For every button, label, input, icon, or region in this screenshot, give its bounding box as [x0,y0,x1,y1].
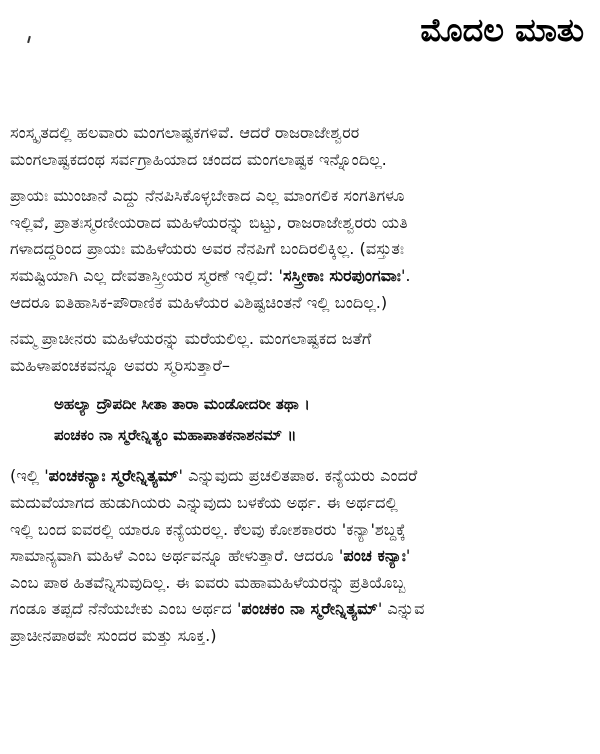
page-title: ಮೊದಲ ಮಾತು [420,11,584,49]
print-speck [27,36,31,43]
sanskrit-verse [54,389,590,451]
quoted-phrase: ಪಂಚ ಕನ್ಯಾಃ [343,546,406,566]
text-line [10,263,590,290]
quoted-phrase: ಪಂಚಕಂ ನಾ ಸ್ಮರೇನ್ನಿತ್ಯಮ್ [241,599,378,619]
text-line [10,543,590,570]
paragraph-2 [10,183,590,316]
text-line: ಎಂಬ ಪಾಠ ಹಿತವೆನ್ನಿಸುವುದಿಲ್ಲ. ಈ ಐವರು ಮಹಾಮಹಿಳೆಯರನ್ನು ಪ್ರತಿಯೊಬ್ಬ [10,572,406,592]
text-line: ಇಲ್ಲಿ ಬಂದ ಐವರಲ್ಲಿ ಯಾರೂ ಕನ್ಯೆಯರಲ್ಲ. ಕೆಲವು ಕೋಶಕಾರರು 'ಕನ್ಯಾ'ಶಬ್ದಕ್ಕೆ [10,519,406,539]
text-segment: ' ಎನ್ನುವುದು ಪ್ರಚಲಿತಪಾಠ. ಕನ್ಯೆಯರು ಎಂದರೆ [178,466,418,486]
paragraph-1 [10,120,590,173]
text-line: ಮದುವೆಯಾಗದ ಹುಡುಗಿಯರು ಎನ್ನುವುದು ಬಳಕೆಯ ಅರ್ಥ. ಈ ಅರ್ಥದಲ್ಲಿ [10,492,398,512]
text-line [10,463,590,490]
quoted-phrase: ಸಸ್ತ್ರೀಕಾಃ ಸುರಪುಂಗವಾಃ [283,265,401,285]
text-segment: (ಇಲ್ಲಿ ' [10,466,49,486]
text-line: ಆದರೂ ಐತಿಹಾಸಿಕ-ಪೌರಾಣಿಕ ಮಹಿಳೆಯರ ವಿಶಿಷ್ಟಚಿಂತನೆ ಇಲ್ಲಿ ಬಂದಿಲ್ಲ.) [10,292,388,312]
text-segment: ' ಎನ್ನುವ [377,599,425,619]
paragraph-3 [10,326,590,379]
document-body [10,120,590,660]
text-segment: ' [405,546,411,566]
text-line: ಮಹಿಳಾಪಂಚಕವನ್ನೂ ಅವರು ಸ್ಮರಿಸುತ್ತಾರೆ– [10,355,230,375]
paragraph-4 [10,463,590,649]
text-segment: '. [400,265,411,285]
verse-line-2: ಪಂಚಕಂ ನಾ ಸ್ಮರೇನ್ನಿತ್ಯಂ ಮಹಾಪಾತಕನಾಶನಮ್ ॥ [54,426,297,445]
text-line [10,596,590,623]
text-segment: ಸಮಷ್ಟಿಯಾಗಿ ಎಲ್ಲ ದೇವತಾಸ್ತ್ರೀಯರ ಸ್ಮರಣೆ ಇಲ್ಲಿದೆ: ' [10,265,283,285]
text-line: ನಮ್ಮ ಪ್ರಾಚೀನರು ಮಹಿಳೆಯರನ್ನು ಮರೆಯಲಿಲ್ಲ. ಮಂಗಲಾಷ್ಟಕದ ಜತೆಗೆ [10,329,372,349]
text-line: ಪ್ರಾಚೀನಪಾಠವೇ ಸುಂದರ ಮತ್ತು ಸೂಕ್ತ.) [10,625,217,645]
verse-line-1: ಅಹಲ್ಯಾ ದ್ರೌಪದೀ ಸೀತಾ ತಾರಾ ಮಂಡೋದರೀ ತಥಾ । [54,395,310,414]
text-line: ಗಳಾದದ್ದರಿಂದ ಪ್ರಾಯಃ ಮಹಿಳೆಯರು ಅವರ ನೆನಪಿಗೆ ಬಂದಿರಲಿಕ್ಕಿಲ್ಲ. (ವಸ್ತುತಃ [10,239,404,259]
text-segment: ಗಂಡೂ ತಪ್ಪದೆ ನೆನೆಯಬೇಕು ಎಂಬ ಅರ್ಥದ ' [10,599,242,619]
text-line: ಮಂಗಲಾಷ್ಟಕದಂಥ ಸರ್ವಗ್ರಾಹಿಯಾದ ಚಂದದ ಮಂಗಲಾಷ್ಟಕ ಇನ್ನೊಂದಿಲ್ಲ. [10,149,387,169]
text-line: ಇಲ್ಲಿವೆ, ಪ್ರಾತಃಸ್ಮರಣೀಯರಾದ ಮಹಿಳೆಯರನ್ನು ಬಿಟ್ಟು, ರಾಜರಾಜೇಶ್ವರರು ಯತಿ [10,212,408,232]
text-segment: ಸಾಮಾನ್ಯವಾಗಿ ಮಹಿಳೆ ಎಂಬ ಅರ್ಥವನ್ನೂ ಹೇಳುತ್ತಾರೆ. ಆದರೂ ' [10,546,344,566]
quoted-phrase: ಪಂಚಕನ್ಯಾಃ ಸ್ಮರೇನ್ನಿತ್ಯಮ್ [48,466,179,486]
text-line: ಸಂಸ್ಕೃತದಲ್ಲಿ ಹಲವಾರು ಮಂಗಲಾಷ್ಟಕಗಳಿವೆ. ಆದರೆ ರಾಜರಾಜೇಶ್ವರರ [10,123,360,142]
text-line: ಪ್ರಾಯಃ ಮುಂಜಾನೆ ಎದ್ದು ನೆನಪಿಸಿಕೊಳ್ಳಬೇಕಾದ ಎಲ್ಲ ಮಾಂಗಲಿಕ ಸಂಗತಿಗಳೂ [10,186,405,206]
